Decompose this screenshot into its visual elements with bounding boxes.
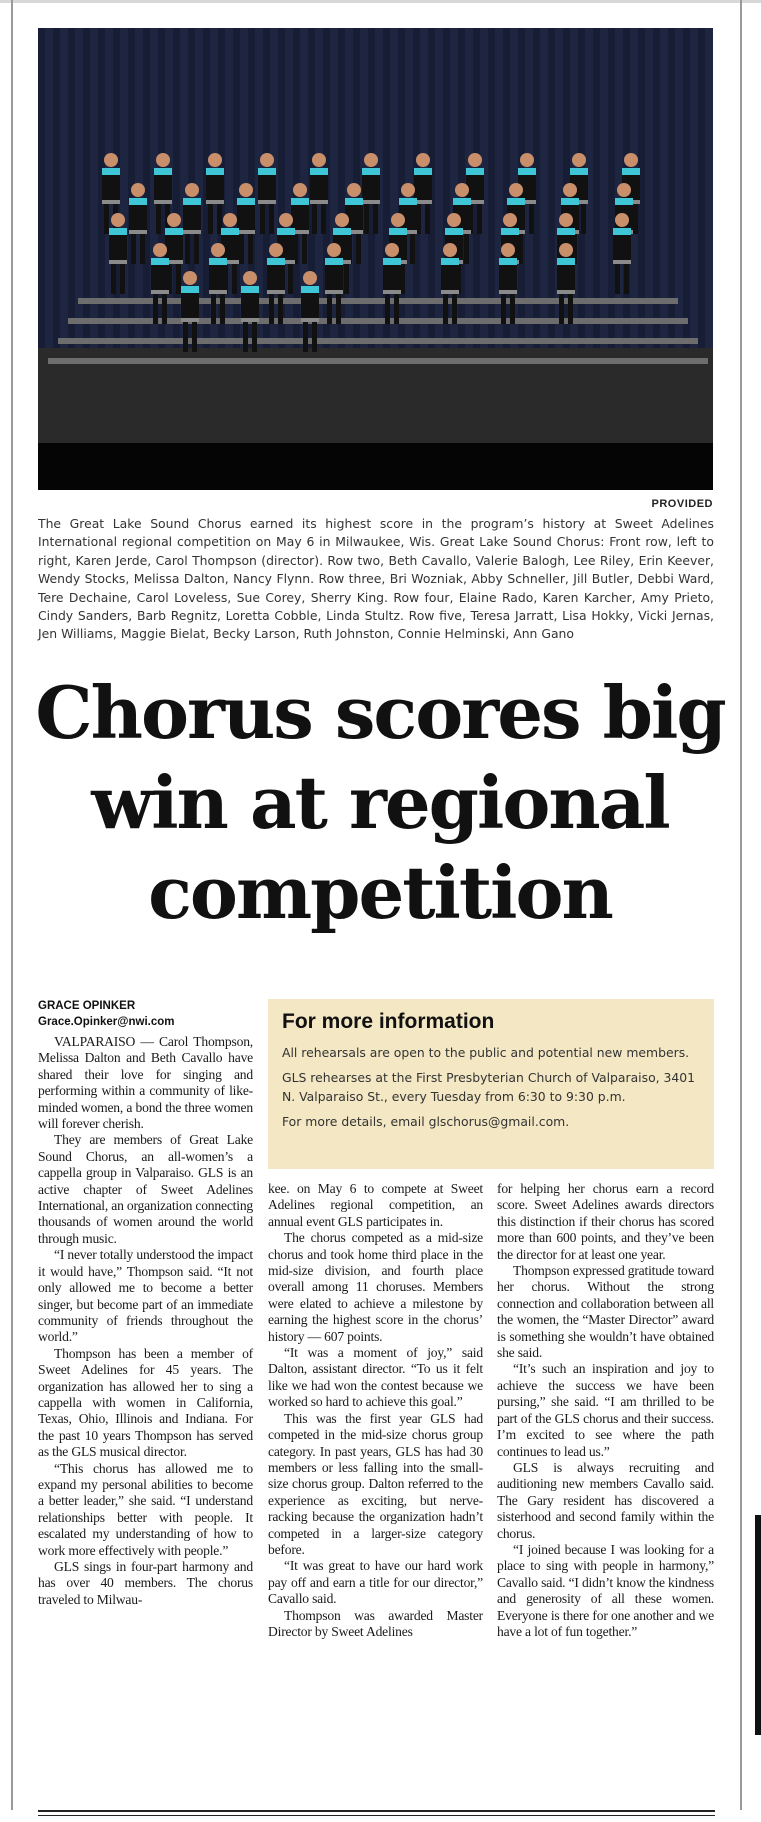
singer-head — [501, 243, 515, 257]
singer-scarf — [466, 168, 484, 175]
singer-scarf — [518, 168, 536, 175]
paragraph-continued: for helping her chorus earn a record score. Sweet Adelines awards directors this distinction if their chorus has scored more than 600 points, and they’ve been the director for at least one year. — [497, 1181, 714, 1262]
singer-leg — [111, 264, 116, 294]
paragraph: “It was a moment of joy,” said Dalton, assistant director. “To us it felt like we had won the contest because we worked so hard to achieve this goal.” — [268, 1345, 483, 1410]
singer-leg — [208, 204, 213, 234]
singer-belt — [301, 318, 319, 322]
singer-belt — [613, 260, 631, 264]
singer-head — [447, 213, 461, 227]
singer-head — [364, 153, 378, 167]
bottom-rule — [38, 1810, 715, 1812]
singer-leg — [501, 294, 506, 324]
headline — [30, 668, 730, 938]
singer-leg — [192, 322, 197, 352]
singer-leg — [269, 294, 274, 324]
singer-belt — [310, 200, 328, 204]
singer-scarf — [399, 198, 417, 205]
paragraph: “I joined because I was looking for a place to sing with people in harmony,” Cavallo said. “I didn’t know the kindness and generosity of all these women. Everyone is there for one another and we have a lot of fun together.” — [497, 1541, 714, 1639]
singer-leg — [131, 234, 136, 264]
headline-line-3: competition — [148, 850, 612, 935]
singer-head — [208, 153, 222, 167]
singer-scarf — [615, 198, 633, 205]
singer-leg — [312, 204, 317, 234]
singer-belt — [383, 290, 401, 294]
singer-leg — [385, 294, 390, 324]
singer-leg — [194, 234, 199, 264]
singer-leg — [633, 204, 638, 234]
paragraph-continued: kee. on May 6 to compete at Sweet Adelines regional competition, an annual event GLS participates in. — [268, 1181, 483, 1229]
paragraph: The chorus competed as a mid-size chorus and took home third place in the mid-size division, and fourth place overall among 11 choruses. Members were elated to achieve a milestone by earning the highest score in the chorus’ history — 607 points. — [268, 1230, 483, 1344]
singer-belt — [325, 290, 343, 294]
curtain-fold — [668, 28, 675, 358]
singer-leg — [162, 294, 167, 324]
singer-leg — [153, 294, 158, 324]
singer-head — [243, 271, 257, 285]
singer-leg — [220, 294, 225, 324]
singer-scarf — [221, 228, 239, 235]
singer-scarf — [181, 286, 199, 293]
article-column-2 — [268, 1181, 483, 1640]
singer-scarf — [333, 228, 351, 235]
singer-head — [167, 213, 181, 227]
more-info-location: GLS rehearses at the First Presbyterian Church of Valparaiso, 3401 N. Valparaiso St., every Tuesday from 6:30 to 9:30 p.m. — [282, 1070, 696, 1104]
singer-belt — [499, 290, 517, 294]
singer-scarf — [241, 286, 259, 293]
singer-scarf — [154, 168, 172, 175]
singer-leg — [303, 322, 308, 352]
singer-head — [443, 243, 457, 257]
singer-head — [503, 213, 517, 227]
singer-belt — [183, 230, 201, 234]
singer-leg — [252, 322, 257, 352]
curtain-fold — [53, 28, 60, 358]
singer-leg — [452, 294, 457, 324]
page-left-rule — [11, 0, 13, 1810]
singer-scarf — [507, 198, 525, 205]
singer-leg — [477, 204, 482, 234]
byline — [38, 998, 174, 1030]
singer-head — [563, 183, 577, 197]
singer-leg — [239, 234, 244, 264]
singer-leg — [568, 294, 573, 324]
paragraph: They are members of Great Lake Sound Chorus, an all-women’s a cappella group in Valparaiso. GLS is an active chapter of Sweet Adelines International, an organization connecting thousands of women around the world through music. — [38, 1132, 254, 1246]
curtain-fold — [608, 28, 615, 358]
page-top-edge — [0, 0, 761, 3]
singer-leg — [183, 322, 188, 352]
curtain-fold — [683, 28, 690, 358]
paragraph: VALPARAISO — Carol Thompson, Melissa Dalton and Beth Cavallo have shared their love for singing and performing within a community of like-minded women, a bond the three women will forever cherish. — [38, 1034, 253, 1132]
singer-scarf — [383, 258, 401, 265]
singer-head — [385, 243, 399, 257]
singer-scarf — [389, 228, 407, 235]
singer-head — [269, 243, 283, 257]
singer-leg — [559, 294, 564, 324]
singer-scarf — [206, 168, 224, 175]
riser-step — [58, 338, 698, 344]
singer-leg — [425, 204, 430, 234]
singer-head — [617, 183, 631, 197]
singer-head — [260, 153, 274, 167]
singer-leg — [356, 234, 361, 264]
singer-head — [156, 153, 170, 167]
singer-leg — [120, 264, 125, 294]
singer-scarf — [561, 198, 579, 205]
singer-scarf — [453, 198, 471, 205]
singer-leg — [327, 294, 332, 324]
singer-leg — [364, 204, 369, 234]
singer-head — [185, 183, 199, 197]
singer-head — [239, 183, 253, 197]
singer-leg — [510, 294, 515, 324]
paragraph: “This chorus has allowed me to expand my personal abilities to become a better leader,” she said. “I understand relationships better with people. It escalated my understanding of how to work more effectively with people.” — [38, 1460, 253, 1558]
singer-leg — [176, 264, 181, 294]
singer-scarf — [499, 258, 517, 265]
riser-step — [78, 298, 678, 304]
singer-leg — [156, 204, 161, 234]
byline-author: GRACE OPINKER — [38, 1000, 136, 1012]
singer-scarf — [277, 228, 295, 235]
curtain-fold — [653, 28, 660, 358]
paragraph: GLS sings in four-part harmony and has over 40 members. The chorus traveled to Milwau- — [38, 1559, 253, 1607]
singer-leg — [260, 204, 265, 234]
singer-belt — [129, 230, 147, 234]
page-right-rule — [740, 0, 742, 1810]
singer-scarf — [102, 168, 120, 175]
singer-scarf — [165, 228, 183, 235]
more-info-contact: For more details, email glschorus@gmail.com. — [282, 1113, 570, 1129]
paragraph: GLS is always recruiting and auditioning new members Cavallo said. The Gary resident has discovered a sisterhood and second family within the chorus. — [497, 1459, 714, 1541]
article-column-1 — [38, 1034, 253, 1608]
singer-head — [347, 183, 361, 197]
paragraph: “It’s such an inspiration and joy to achieve the success we have been pursing,” she said. “I am thrilled to be part of the GLS chorus and their success. I’m excited to see where the path continues to lead us.” — [497, 1361, 714, 1459]
curtain-fold — [548, 28, 555, 358]
article-column-3 — [497, 1181, 714, 1640]
singer-belt — [206, 200, 224, 204]
stage-edge — [38, 443, 713, 490]
paragraph: Thompson expressed gratitude toward her chorus. Without the strong connection and collaboration between all the women, the “Master Director” award is something she wouldn’t have obtained she said. — [497, 1263, 715, 1361]
singer-head — [131, 183, 145, 197]
singer-scarf — [109, 228, 127, 235]
singer-belt — [362, 200, 380, 204]
singer-belt — [102, 200, 120, 204]
singer-belt — [237, 230, 255, 234]
singer-scarf — [345, 198, 363, 205]
singer-head — [559, 243, 573, 257]
curtain-fold — [488, 28, 495, 358]
singer-leg — [394, 294, 399, 324]
curtain-fold — [38, 28, 45, 358]
singer-leg — [140, 234, 145, 264]
singer-belt — [267, 290, 285, 294]
singer-leg — [185, 234, 190, 264]
singer-belt — [241, 318, 259, 322]
singer-belt — [441, 290, 459, 294]
singer-head — [615, 213, 629, 227]
singer-head — [509, 183, 523, 197]
singer-scarf — [445, 228, 463, 235]
singer-leg — [615, 264, 620, 294]
singer-leg — [464, 234, 469, 264]
paragraph: “It was great to have our hard work pay off and earn a title for our director,” Cavallo said. — [268, 1558, 483, 1607]
singer-leg — [581, 204, 586, 234]
paragraph: Thompson was awarded Master Director by Sweet Adelines — [268, 1607, 483, 1639]
singer-leg — [232, 264, 237, 294]
singer-head — [111, 213, 125, 227]
singer-scarf — [362, 168, 380, 175]
curtain-fold — [68, 28, 75, 358]
bottom-rule-thin — [38, 1815, 715, 1816]
singer-scarf — [291, 198, 309, 205]
singer-scarf — [267, 258, 285, 265]
singer-belt — [109, 260, 127, 264]
singer-leg — [269, 204, 274, 234]
singer-scarf — [441, 258, 459, 265]
singer-scarf — [501, 228, 519, 235]
more-info-box — [268, 999, 714, 1169]
headline-line-1: Chorus scores big — [35, 670, 725, 755]
singer-leg — [410, 234, 415, 264]
singer-scarf — [209, 258, 227, 265]
curtain-fold — [698, 28, 705, 358]
singer-scarf — [325, 258, 343, 265]
singer-head — [104, 153, 118, 167]
photo-caption: The Great Lake Sound Chorus earned its highest score in the program’s history at Sweet Adelines International regional competition on May 6 in Milwaukee, Wis. Great Lake Sound Chorus: Front row, left to right, Karen Jerde, Carol Thompson (director). Row two, Beth Cavallo, Valerie Balogh, Lee Riley, Erin Keever, Wendy Stocks, Melissa Dalton, Nancy Flynn. Row three, Bri Wozniak, Abby Schneller, Jill Butler, Debbi Ward, Tere Dechaine, Carol Loveless, Sue Corey, Sherry King. Row four, Elaine Rado, Karen Karcher, Amy Prieto, Cindy Sanders, Barb Regnitz, Loretta Cobble, Linda Stultz. Row five, Teresa Jarratt, Lisa Hokky, Vicki Jernas, Jen Williams, Maggie Bielat, Becky Larson, Ruth Johnston, Connie Helminski, Ann Gano — [38, 516, 714, 642]
singer-scarf — [570, 168, 588, 175]
riser-step — [68, 318, 688, 324]
singer-leg — [344, 264, 349, 294]
singer-scarf — [622, 168, 640, 175]
singer-head — [303, 271, 317, 285]
singer-scarf — [129, 198, 147, 205]
singer-belt — [154, 200, 172, 204]
singer-leg — [248, 234, 253, 264]
paragraph: Thompson has been a member of Sweet Adelines for 45 years. The organization has allowed her to sing a cappella with women in California, Texas, Ohio, Illinois and Indiana. For the past 10 years Thompson has served as the GLS musical director. — [38, 1345, 253, 1460]
singer-belt — [151, 290, 169, 294]
singer-head — [559, 213, 573, 227]
chorus-photo — [38, 28, 713, 490]
singer-belt — [209, 290, 227, 294]
singer-head — [211, 243, 225, 257]
photo-credit: PROVIDED — [651, 498, 713, 510]
curtain-fold — [593, 28, 600, 358]
singer-leg — [373, 204, 378, 234]
singer-scarf — [414, 168, 432, 175]
singer-head — [455, 183, 469, 197]
paragraph: This was the first year GLS had competed in the mid-size chorus group category. In past years, GLS has had 30 members or less falling into the small-size chorus group. Dalton referred to the experience as exciting, but nerve-racking because the organization hadn’t competed in a larger-size category before. — [268, 1410, 483, 1557]
singer-leg — [288, 264, 293, 294]
singer-head — [293, 183, 307, 197]
singer-scarf — [557, 228, 575, 235]
singer-head — [572, 153, 586, 167]
singer-belt — [258, 200, 276, 204]
singer-scarf — [151, 258, 169, 265]
singer-leg — [104, 204, 109, 234]
page-right-marker — [755, 1515, 761, 1735]
singer-head — [327, 243, 341, 257]
singer-head — [416, 153, 430, 167]
riser-step — [48, 358, 708, 364]
singer-leg — [302, 234, 307, 264]
singer-head — [335, 213, 349, 227]
singer-head — [279, 213, 293, 227]
headline-line-2: win at regional — [91, 760, 669, 845]
singer-leg — [443, 294, 448, 324]
singer-scarf — [258, 168, 276, 175]
singer-belt — [181, 318, 199, 322]
curtain-fold — [233, 28, 240, 358]
singer-head — [520, 153, 534, 167]
singer-scarf — [613, 228, 631, 235]
singer-leg — [312, 322, 317, 352]
singer-leg — [278, 294, 283, 324]
byline-email: Grace.Opinker@nwi.com — [38, 1016, 175, 1028]
more-info-title: For more information — [282, 1010, 495, 1033]
more-info-rehearsals: All rehearsals are open to the public and potential new members. — [282, 1045, 690, 1060]
singer-head — [153, 243, 167, 257]
curtain-fold — [173, 28, 180, 358]
singer-leg — [321, 204, 326, 234]
singer-head — [401, 183, 415, 197]
singer-head — [183, 271, 197, 285]
singer-head — [624, 153, 638, 167]
curtain-fold — [83, 28, 90, 358]
singer-scarf — [301, 286, 319, 293]
singer-scarf — [557, 258, 575, 265]
singer-leg — [336, 294, 341, 324]
singer-scarf — [310, 168, 328, 175]
chorus-photo-illustration — [38, 28, 713, 490]
singer-leg — [529, 204, 534, 234]
singer-head — [391, 213, 405, 227]
singer-leg — [211, 294, 216, 324]
singer-leg — [624, 264, 629, 294]
singer-head — [468, 153, 482, 167]
singer-leg — [243, 322, 248, 352]
paragraph: “I never totally understood the impact it would have,” Thompson said. “It not only allowed me to become a better singer, but become part of an immediate community of friends throughout the world.” — [38, 1247, 253, 1345]
singer-head — [312, 153, 326, 167]
singer-head — [223, 213, 237, 227]
singer-scarf — [183, 198, 201, 205]
singer-belt — [557, 290, 575, 294]
singer-scarf — [237, 198, 255, 205]
